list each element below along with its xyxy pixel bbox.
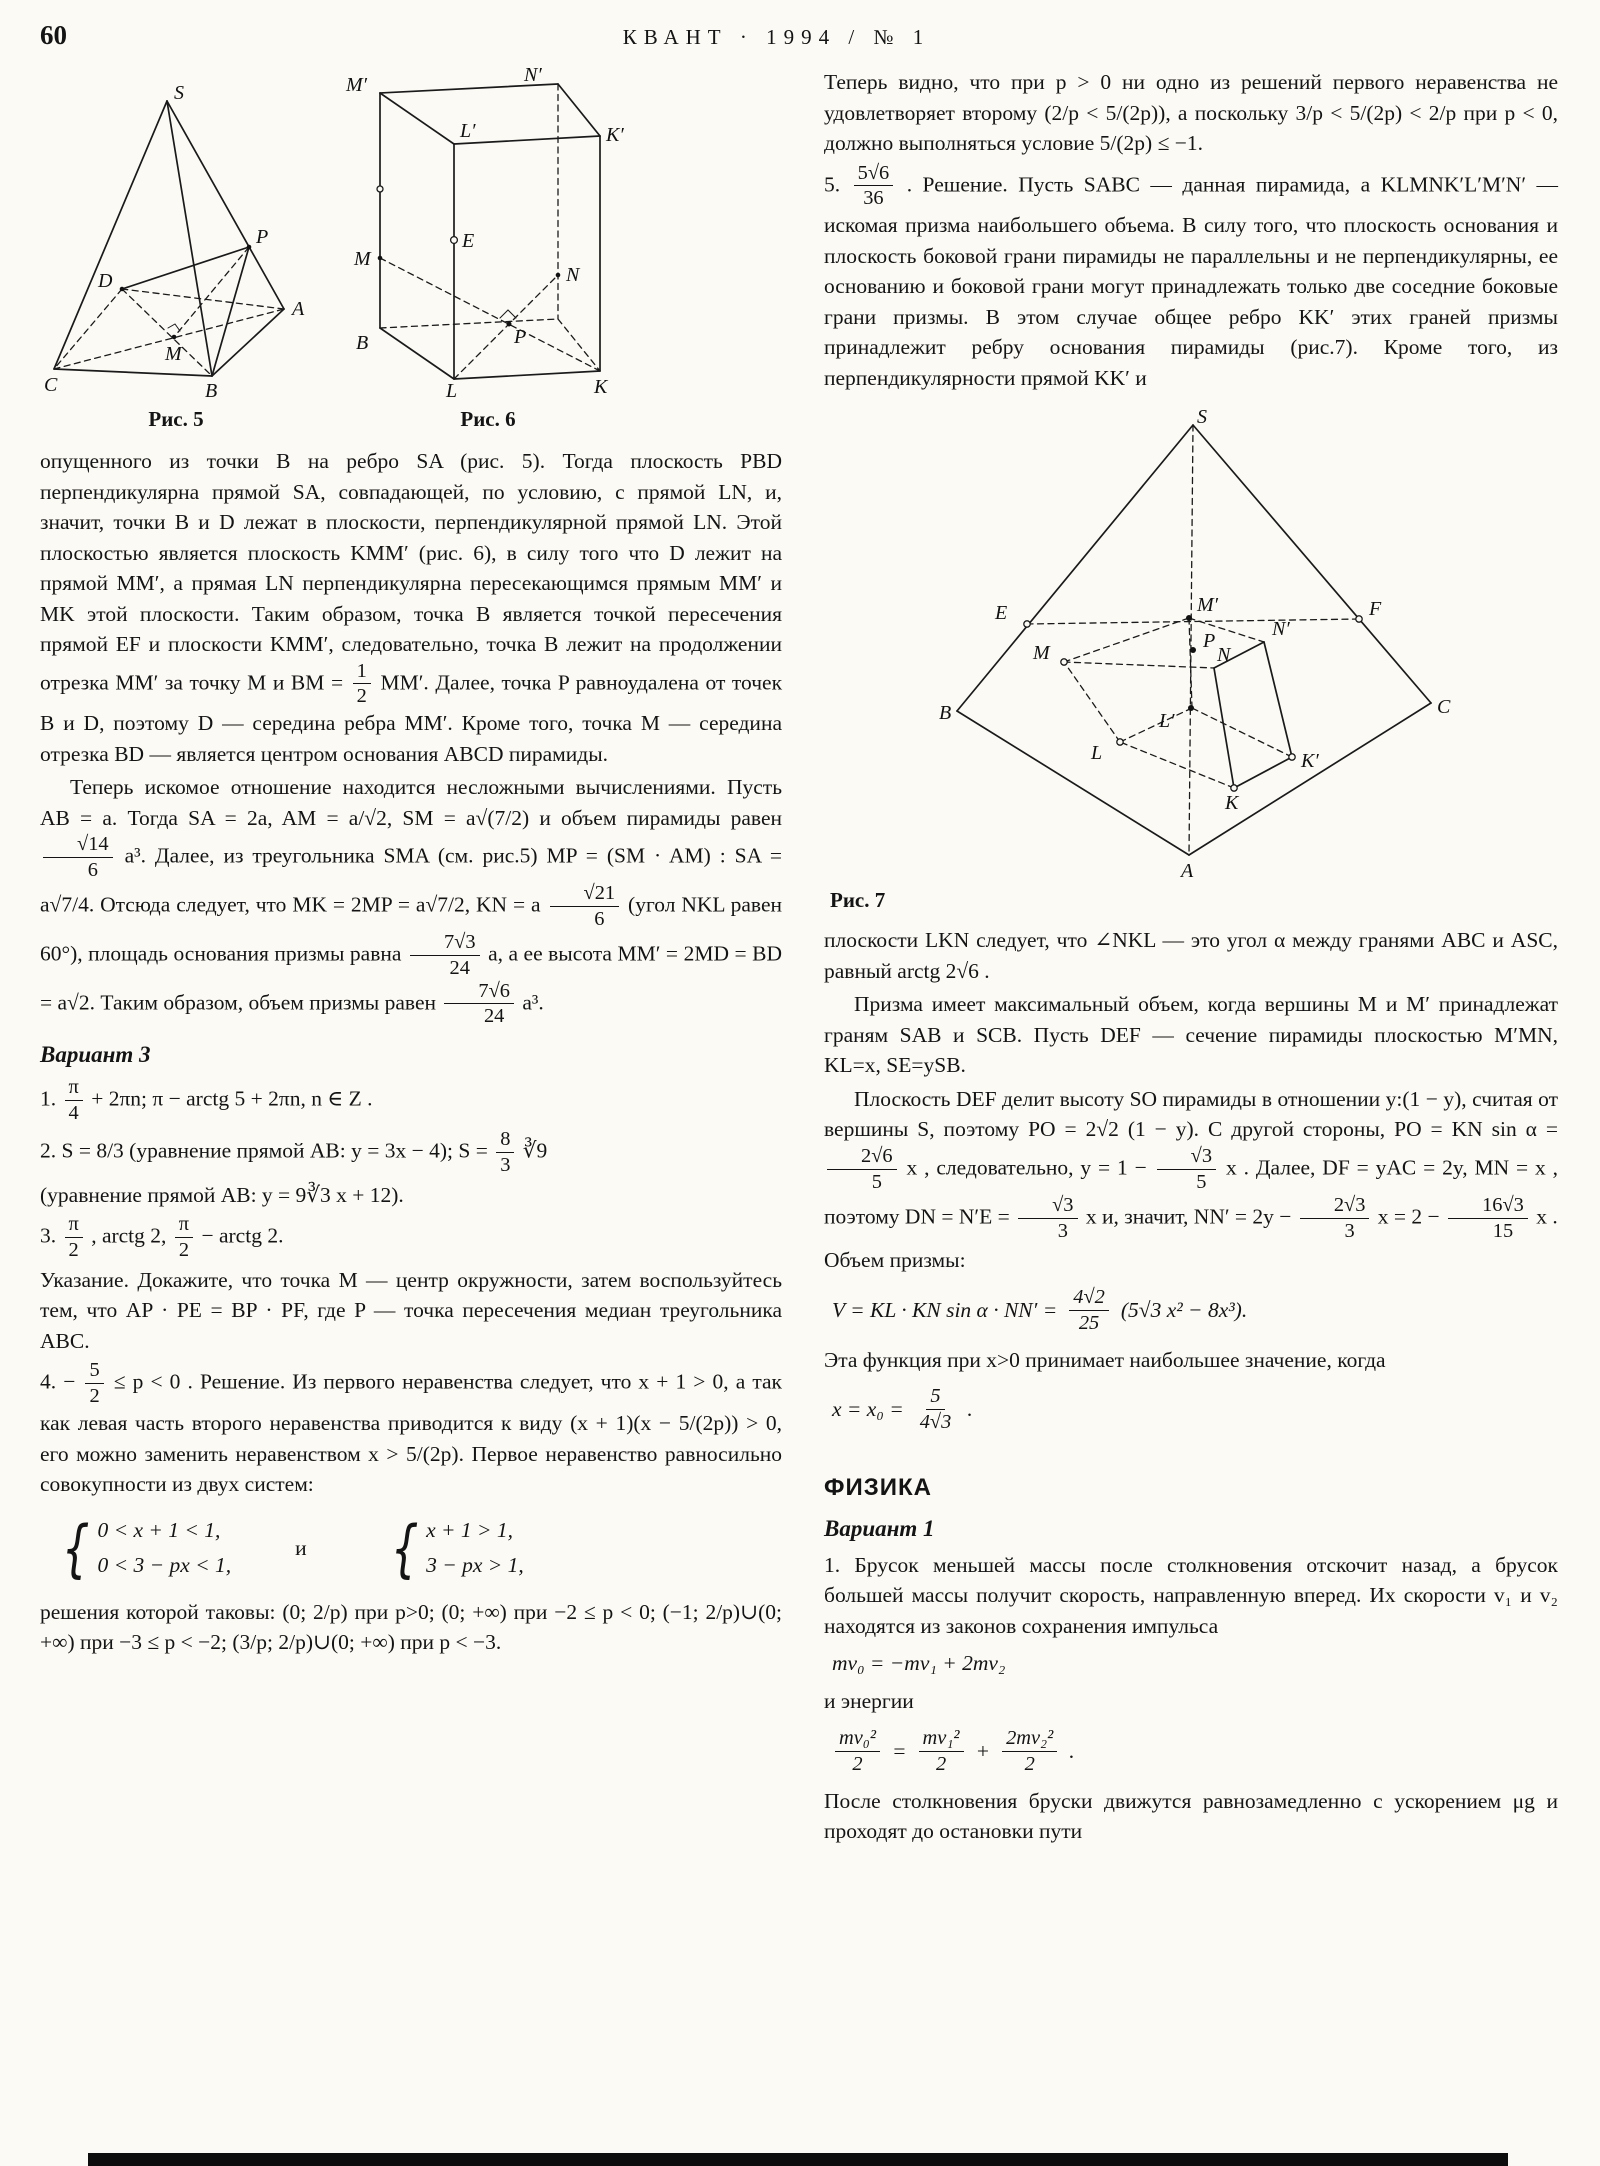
fig7-label-C: C (1437, 696, 1451, 719)
fraction: $\frac{4√2}{25}$ (1069, 1286, 1109, 1335)
momentum-equation (832, 1651, 1558, 1676)
fraction: $\frac{\text{mv₁²}}{2}$ (919, 1727, 964, 1776)
text-run: 5. (824, 171, 841, 196)
system-1-line-1: 0 < x + 1 < 1, (97, 1518, 221, 1543)
fig7-label-K-prime: K′ (1301, 750, 1319, 773)
answer-item-1 (40, 1076, 782, 1125)
volume-equation (832, 1286, 1558, 1335)
text-run: 2. S = 8/3 (уравнение прямой AB: y = 3x − 4); S = (40, 1138, 488, 1163)
text-run: − arctg 2. (201, 1223, 284, 1248)
fraction: $\frac{5√6}{36}$ (854, 162, 894, 211)
system-2-line-2: 3 − px > 1, (426, 1553, 524, 1578)
fig7-label-P: P (1203, 630, 1216, 653)
fraction: $\frac{\pi}{2}$ (65, 1213, 83, 1262)
page-number: 60 (40, 20, 67, 50)
fig7-label-F: F (1369, 598, 1382, 621)
right-paragraph-5: Объем призмы: (824, 1248, 966, 1273)
system-1-line-2: 0 < 3 − px < 1, (97, 1553, 232, 1578)
answer-item-5 (824, 162, 1558, 394)
fig6-label-N-prime: N′ (524, 67, 542, 86)
fig7-label-S: S (1197, 407, 1207, 429)
fraction: $\frac{\text{mv₀²}}{2}$ (835, 1727, 880, 1776)
text-run: x = x₀ = (832, 1397, 904, 1422)
physics-paragraph-3: После столкновения бруски движутся равнозамедленно с ускорением μg и проходят до остановки пути (824, 1788, 1558, 1844)
answer-item-4 (40, 1359, 782, 1499)
fraction: $\frac{√14}{6}$ (43, 833, 113, 882)
text-run: x и, значит, NN′ = 2y − (1085, 1203, 1292, 1228)
text-run: 3. (40, 1223, 57, 1248)
fig6-label-B: B (356, 332, 369, 354)
fig6-label-L: L (446, 380, 458, 399)
fraction: $\frac{16√3}{15}$ (1448, 1194, 1528, 1243)
left-brace: { (390, 1511, 419, 1585)
right-paragraph-2: плоскости LKN следует, что ∠NKL — это угол α между гранями ABC и ASC, равный arctg 2√6 . (824, 928, 1558, 983)
energy-equation (832, 1727, 1558, 1776)
text-run: Плоскость DEF делит высоту SO пирамиды в отношении y:(1 − y), считая от вершины S, поэтому PO = 2√2 (1 − y). С другой стороны, PO = KN sin α = (824, 1086, 1558, 1142)
answer-item-2 (40, 1128, 782, 1177)
fraction: $\frac{\text{2mv₂²}}{2}$ (1002, 1727, 1057, 1776)
fraction: $\frac{√3}{5}$ (1157, 1145, 1216, 1194)
text-run: mv₀ = −mv₁ + 2mv₂ (832, 1651, 1006, 1676)
text-run: . (1069, 1738, 1075, 1763)
text-run: 4. − (40, 1369, 76, 1394)
text-run: 1. (40, 1086, 57, 1111)
fraction: $\frac{8}{3}$ (496, 1128, 514, 1177)
fig6-label-L-prime: L′ (460, 120, 476, 142)
answer-item-2-continued: (уравнение прямой AB: y = 9∛3 x + 12). (40, 1182, 404, 1207)
fig5-label-B: B (205, 380, 218, 399)
hint-paragraph: Указание. Докажите, что точка M — центр окружности, затем воспользуйтесь тем, что AP · PE = BP · PF, где P — точка пересечения медиан треугольника ABC. (40, 1267, 782, 1353)
fig7-dashed-construction (1027, 425, 1359, 855)
fraction: $\frac{5}{2}$ (85, 1359, 103, 1408)
text-run: x = 2 − (1377, 1203, 1440, 1228)
fig7-label-E: E (995, 602, 1008, 625)
text-run: (угол NKL равен 60°), площадь основания призмы равна (40, 892, 783, 966)
fig6-label-N: N (566, 264, 580, 286)
text-run: = (892, 1738, 907, 1763)
fig7-label-M: M (1033, 642, 1050, 665)
fraction: $\frac{√21}{6}$ (550, 882, 620, 931)
fig6-points (377, 186, 560, 327)
left-brace: { (61, 1511, 90, 1585)
figure-5 (40, 81, 312, 432)
fig6-dashed-edges (380, 84, 600, 379)
fig7-pyramid-solid (957, 425, 1431, 855)
figures-row (40, 67, 782, 432)
fraction: $\frac{7√3}{24}$ (410, 931, 480, 980)
physics-paragraph-2: и энергии (824, 1689, 914, 1714)
answer-item-3 (40, 1213, 782, 1262)
fraction: $\frac{√3}{3}$ (1018, 1194, 1077, 1243)
fig7-label-M-prime: M′ (1197, 594, 1219, 617)
figure-5-drawing (40, 81, 312, 399)
fig7-labels (939, 407, 1451, 882)
fig6-label-M-prime: M′ (346, 74, 368, 96)
fig6-label-M: M (354, 248, 371, 270)
right-paragraph-6: Эта функция при x>0 принимает наибольшее значение, когда (824, 1347, 1386, 1372)
inequality-systems (56, 1512, 782, 1585)
left-paragraph-2 (40, 772, 782, 1028)
right-column (824, 67, 1558, 1850)
fig6-label-P: P (514, 326, 527, 348)
text-run: ≤ p < 0 . Решение. Из первого неравенства следует, что x + 1 > 0, а так как левая часть второго неравенства приводится к виду (x + 1)(x − 5/(2p)) > 0, его можно заменить неравенством x > 5/(2p). Первое неравенство равносильно совокупности из двух систем: (40, 1369, 782, 1497)
text-run: опущенного из точки B на ребро SA (рис. 5). Тогда плоскость PBD перпендикулярна прямой SA, совпадающей, по условию, с прямой LN, и, значит, точки B и D лежат в плоскости, перпендикулярной прямой LN. Этой плоскостью является плоскость KMM′ (рис. 6), в силу того что D лежит на прямой MM′, а прямая LN перпендикулярна пересекающимся прямым MM′ и MK этой плоскости. Таким образом, точка B является точкой пересечения прямой EF и плоскости KMM′, следовательно, точка B лежит на продолжении отрезка MM′ за точку M и BM = (40, 449, 782, 694)
fig5-points (120, 245, 252, 340)
figure-6-drawing (338, 67, 638, 399)
system-2-line-1: x + 1 > 1, (426, 1518, 514, 1543)
text-run: x , следовательно, y = 1 − (906, 1155, 1147, 1180)
fraction: $\frac{5}{4√3}$ (919, 1385, 952, 1434)
physics-variant-1-heading: Вариант 1 (824, 1515, 935, 1541)
figure-7-caption: Рис. 7 (830, 888, 886, 913)
fig5-label-M: M (165, 343, 182, 365)
text-run: x . Далее, DF = yAC = 2y, MN = x , поэтому DN = N′E = (824, 1155, 1559, 1228)
system-2 (385, 1512, 524, 1585)
fig6-solid-edges (380, 84, 600, 379)
fig7-label-K: K (1225, 792, 1239, 815)
fig5-label-C: C (44, 374, 58, 396)
fig6-label-E: E (462, 230, 475, 252)
left-paragraph-1 (40, 446, 782, 769)
systems-connector: и (295, 1535, 307, 1560)
scan-bottom-strip (88, 2153, 1508, 2166)
text-run: , arctg 2, (91, 1223, 167, 1248)
text-run: (5√3 x² − 8x³). (1120, 1297, 1248, 1322)
text-run: . (967, 1397, 973, 1422)
fig5-label-P: P (256, 226, 269, 248)
journal-title: КВАНТ · 1994 / № 1 (622, 25, 931, 49)
fig7-label-L: L (1091, 742, 1103, 765)
text-run: x . (1536, 1203, 1558, 1228)
two-column-layout (0, 51, 1600, 1850)
fig5-label-A: A (292, 298, 305, 320)
text-run: + (975, 1738, 991, 1763)
right-paragraph-1: Теперь видно, что при p > 0 ни одно из решений первого неравенства не удовлетворяет второму (2/p < 5/(2p)), а поскольку 3/p < 5/(2p) < 2/p при p < 0, должно выполняться условие 5/(2p) ≤ −1. (824, 70, 1558, 156)
figure-7-drawing (931, 407, 1451, 882)
fig6-label-K: K (594, 376, 608, 398)
system-1 (56, 1512, 231, 1585)
fraction: $\frac{2√6}{5}$ (827, 1145, 897, 1194)
fig7-label-L-prime: L′ (1159, 710, 1175, 733)
text-run: a³. (522, 989, 544, 1014)
text-run: a³. Далее, из треугольника SMA (см. рис.5) MP = (SM · AM) : SA = a√7/4. Отсюда следует, что MK = 2MP = a√7/2, KN = a (40, 843, 783, 917)
fig5-label-S: S (174, 82, 184, 104)
fig7-label-N-prime: N′ (1272, 618, 1290, 641)
right-paragraph-4 (824, 1084, 1558, 1242)
figure-6-caption: Рис. 6 (460, 407, 516, 431)
text-run: + 2πn; π − arctg 5 + 2πn, n ∈ Z . (91, 1086, 373, 1111)
physics-paragraph-1: 1. Брусок меньшей массы после столкновения отскочит назад, а брусок большей массы получит скорость, направленную вперед. Их скорости v₁ и v₂ находятся из законов сохранения импульса (824, 1552, 1558, 1638)
answer-item-4-solutions: решения которой таковы: (0; 2/p) при p>0; (0; +∞) при −2 ≤ p < 0; (−1; 2/p)∪(0; +∞) при −3 ≤ p < −2; (3/p; 2/p)∪(0; +∞) при p < −3. (40, 1599, 782, 1655)
fig6-label-K-prime: K′ (606, 124, 624, 146)
text-run: Теперь искомое отношение находится несложными вычислениями. Пусть AB = a. Тогда SA = 2a, AM = a/√2, SM = a√(7/2) и объем пирамиды равен (40, 775, 782, 830)
fraction: $\frac{2√3}{3}$ (1300, 1194, 1370, 1243)
fig5-labels (44, 82, 305, 399)
fraction: $\frac{\pi}{2}$ (175, 1213, 193, 1262)
text-run: a, а ее высота MM′ = 2MD = BD = a√2. Таким образом, объем призмы равен (40, 941, 782, 1014)
fraction: $\frac{\pi}{4}$ (65, 1076, 83, 1125)
variant-3-heading: Вариант 3 (40, 1042, 151, 1068)
page-header (0, 0, 1600, 51)
figure-7 (931, 407, 1451, 882)
x0-equation (832, 1385, 1558, 1434)
figure-5-caption: Рис. 5 (148, 407, 204, 431)
fig5-label-D: D (98, 270, 113, 292)
text-run: . Решение. Пусть SABC — данная пирамида, а KLMNK′L′M′N′ — искомая призма наибольшего объема. В силу того, что плоскость основания и плоскость боковой грани пирамиды не параллельны и не перпендикулярны, ее основанию и боковой грани могут принадлежать только две соседние боковые грани призмы. В этом случае общее ребро KK′ этих граней призмы принадлежит ребру основания пирамиды (рис.7). Кроме того, из перпендикулярности прямой KK′ и (824, 171, 1559, 390)
fraction: $\frac{7√6}{24}$ (444, 980, 514, 1029)
fig7-label-N: N (1217, 644, 1231, 667)
text-run: V = KL · KN sin α · NN′ = (832, 1297, 1058, 1322)
right-paragraph-3: Призма имеет максимальный объем, когда вершины M и M′ принадлежат граням SAB и SCB. Пусть DEF — сечение пирамиды плоскостью M′MN, KL=x, SE=ySB. (824, 992, 1558, 1078)
left-column (40, 67, 782, 1850)
text-run: MM′. Далее, точка P равноудалена от точек B и D, поэтому D — середина ребра MM′. Кроме того, точка M — середина отрезка BD — является центром основания ABCD пирамиды. (40, 669, 783, 766)
fig7-label-A: A (1181, 860, 1194, 883)
physics-section-heading: ФИЗИКА (824, 1473, 932, 1501)
fraction: $\frac{1}{2}$ (353, 660, 371, 709)
fig7-label-B: B (939, 702, 952, 725)
figure-6 (338, 67, 638, 432)
text-run: ∛9 (522, 1138, 548, 1163)
